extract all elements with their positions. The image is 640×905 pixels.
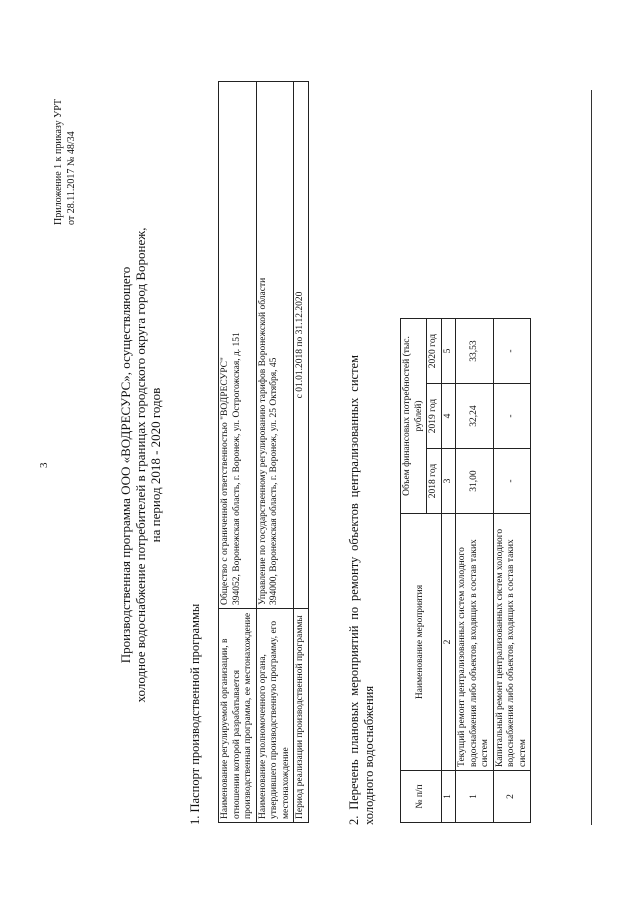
column-number: 5 <box>441 319 456 384</box>
document-title <box>118 145 163 785</box>
passport-label: Наименование уполномоченного органа, утвердившего производственную программу, его местонахождение <box>256 609 294 823</box>
column-number: 4 <box>441 384 456 449</box>
section-1-heading: 1. Паспорт производственной программы <box>188 603 202 825</box>
title-line-1: Производственная программа ООО «ВОДРЕСУРС», осуществляющего <box>118 266 133 664</box>
row-name: Текущий ремонт централизованных систем холодного водоснабжения либо объектов, входящих в состав таких систем <box>456 514 494 771</box>
column-number: 3 <box>441 449 456 514</box>
row-value-2019: - <box>493 384 531 449</box>
header-name: Наименование мероприятия <box>401 514 442 771</box>
header-num: № п/п <box>401 771 442 823</box>
passport-label: Наименование регулируемой организации, в отношении которой разрабатывается производственная программа, ее местонахождение <box>219 609 257 823</box>
passport-table <box>218 81 309 823</box>
row-value-2018: 31,00 <box>456 449 494 514</box>
row-value-2019: 32,24 <box>456 384 494 449</box>
row-value-2018: - <box>493 449 531 514</box>
appendix-note <box>52 65 78 225</box>
table-row <box>294 82 309 823</box>
title-line-3: на период 2018 - 2020 годов <box>148 387 163 543</box>
column-number-row <box>441 319 456 823</box>
table-header-row <box>401 319 427 823</box>
row-num: 1 <box>456 771 494 823</box>
table-row <box>256 82 294 823</box>
header-year: 2018 год <box>427 449 442 514</box>
row-num: 2 <box>493 771 531 823</box>
table-row <box>493 319 531 823</box>
header-year: 2020 год <box>427 319 442 384</box>
measures-table <box>400 318 531 823</box>
row-value-2020: 33,53 <box>456 319 494 384</box>
passport-value: Общество с ограниченной ответственностью "ВОДРЕСУРС" 394052, Воронежская область, г. Воронеж, ул. Острогожская, д. 151 <box>219 82 257 609</box>
header-year: 2019 год <box>427 384 442 449</box>
column-number: 1 <box>441 771 456 823</box>
appendix-line-2: от 28.11.2017 № 48/34 <box>66 131 77 225</box>
table-row <box>219 82 257 823</box>
table-row <box>456 319 494 823</box>
appendix-line-1: Приложение 1 к приказу УРТ <box>53 99 64 225</box>
page-divider-line <box>591 90 592 825</box>
column-number: 2 <box>441 514 456 771</box>
title-line-2: холодное водоснабжение потребителей в границах городского округа город Воронеж, <box>133 227 148 703</box>
page-number: 3 <box>38 462 50 468</box>
passport-value: Управление по государственному регулированию тарифов Воронежской области 394000, Воронежская область, г. Воронеж, ул. 25 Октября, 45 <box>256 82 294 609</box>
row-name: Капитальный ремонт централизованных систем холодного водоснабжения либо объектов, входящих в состав таких систем <box>493 514 531 771</box>
header-volume: Объем финансовых потребностей (тыс. рублей) <box>401 319 427 514</box>
section-2-heading: 2. Перечень плановых мероприятий по ремонту объектов централизованных систем холодного водоснабжения <box>347 355 376 825</box>
passport-value: с 01.01.2018 по 31.12.2020 <box>294 82 309 609</box>
passport-label: Период реализации производственной программы <box>294 609 309 823</box>
row-value-2020: - <box>493 319 531 384</box>
